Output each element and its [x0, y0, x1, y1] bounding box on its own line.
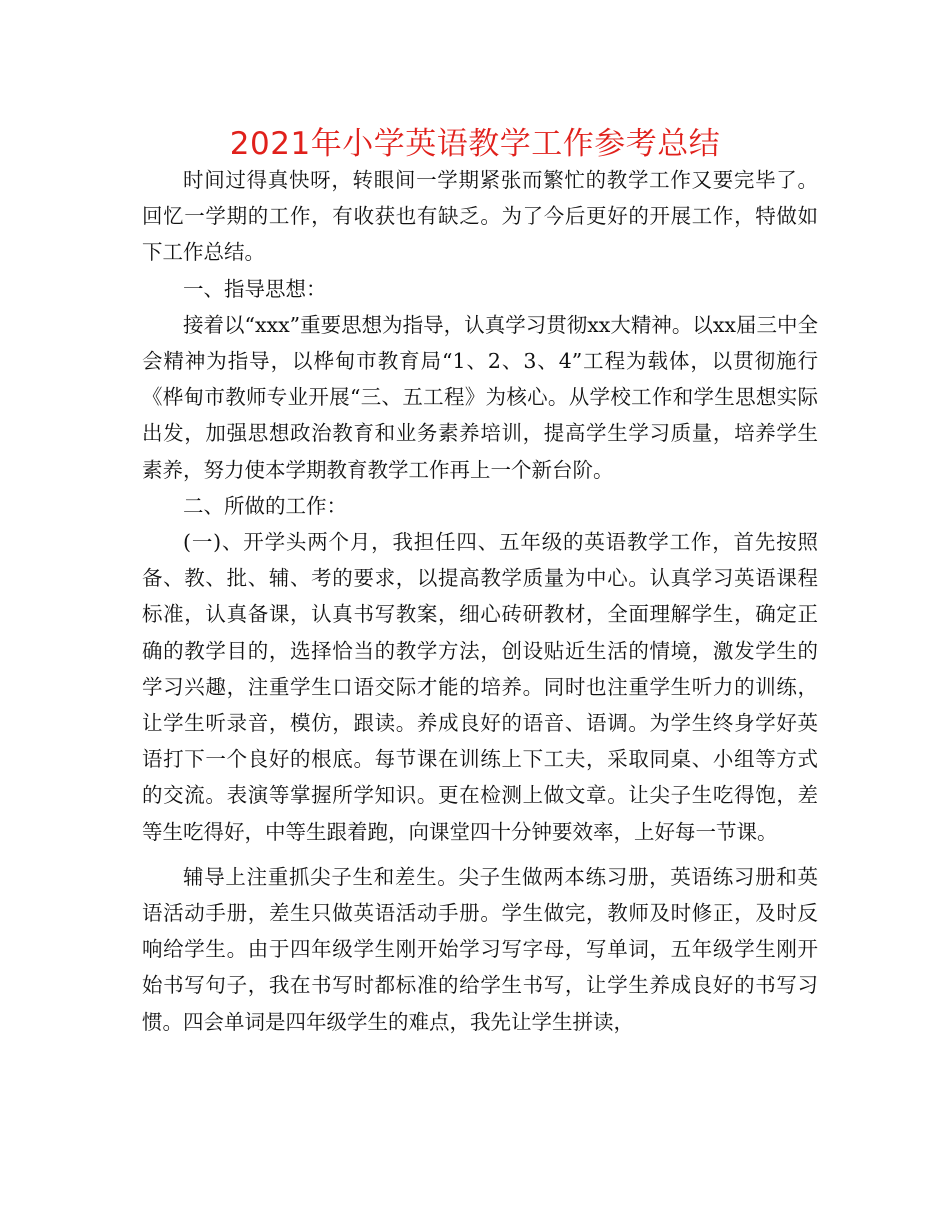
guiding-thought-paragraph: 接着以“xxx”重要思想为指导，认真学习贯彻xx大精神。以xx届三中全会精神为指导，以桦甸市教育局“1、2、3、4”工程为载体，以贯彻施行《桦甸市教师专业开展“三、五工程》为核心。从学校工作和学生思想实际出发，加强思想政治教育和业务素养培训，提高学生学习质量，培养学生素养，努力使本学期教育教学工作再上一个新台阶。: [142, 312, 818, 482]
document-body: [142, 162, 818, 1040]
intro-paragraph: 时间过得真快呀，转眼间一学期紧张而繁忙的教学工作又要完毕了。回忆一学期的工作，有收获也有缺乏。为了今后更好的开展工作，特做如下工作总结。: [142, 168, 818, 265]
section-heading-guiding-thought: 一、指导思想：: [183, 276, 327, 301]
document-title: 2021年小学英语教学工作参考总结: [229, 126, 721, 162]
section-heading-work-done: 二、所做的工作：: [183, 493, 347, 518]
paragraph-gap: [142, 850, 818, 859]
work-done-paragraph: (一)、开学头两个月，我担任四、五年级的英语教学工作，首先按照备、教、批、辅、考的要求，以提高教学质量为中心。认真学习英语课程标准，认真备课，认真书写教案，细心砖研教材，全面理解学生，确定正确的教学目的，选择恰当的教学方法，创设贴近生活的情境，激发学生的学习兴趣，注重学生口语交际才能的培养。同时也注重学生听力的训练，让学生听录音，模仿，跟读。养成良好的语音、语调。为学生终身学好英语打下一个良好的根底。每节课在训练上下工夫，采取同桌、小组等方式的交流。表演等掌握所学知识。更在检测上做文章。让尖子生吃得饱，差等生吃得好，中等生跟着跑，向课堂四十分钟要效率，上好每一节课。: [142, 530, 818, 844]
tutoring-paragraph: 辅导上注重抓尖子生和差生。尖子生做两本练习册，英语练习册和英语活动手册，差生只做英语活动手册。学生做完，教师及时修正，及时反响给学生。由于四年级学生刚开始学习写字母，写单词，五年级学生刚开始书写句子，我在书写时都标准的给学生书写，让学生养成良好的书写习惯。四会单词是四年级学生的难点，我先让学生拼读，: [142, 864, 818, 1034]
